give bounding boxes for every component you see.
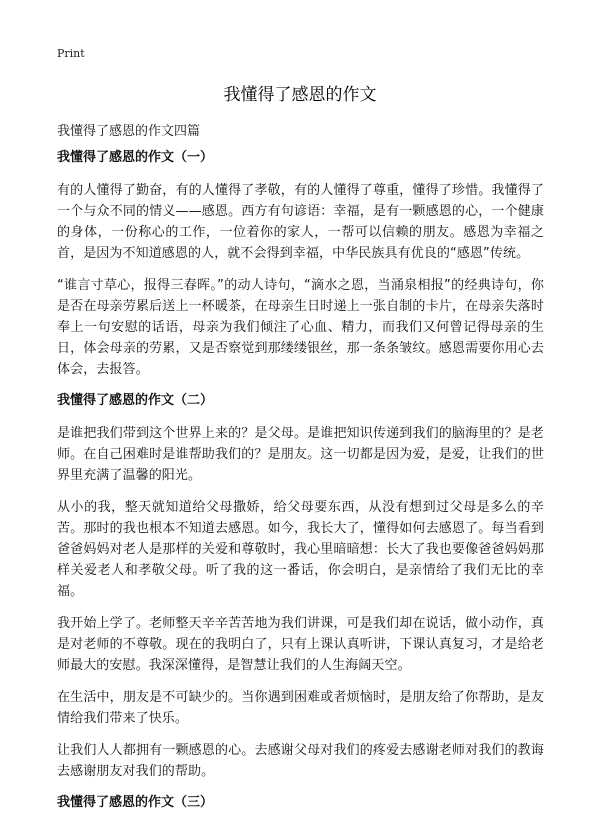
- print-link[interactable]: Print: [57, 47, 85, 60]
- section-heading-3: 我懂得了感恩的作文（三）: [57, 795, 214, 810]
- paragraph: “谁言寸草心，报得三春晖。”的动人诗句，“滴水之恩，当涌泉相报”的经典诗句，你是否在母亲劳累后送上一杯暖茶，在母亲生日时递上一张自制的卡片，在母亲失落时奉上一句安慰的话语，母亲为我们倾注了心血、精力，而我们又何曾记得母亲的生日，体会母亲的劳累，又是否察觉到那缕缕银丝，那一条条皱纹。感恩需要你用心去体会，去报答。: [57, 278, 544, 377]
- paragraph: 从小的我，整天就知道给父母撒娇，给父母要东西，从没有想到过父母是多么的辛苦。那时的我也根本不知道去感恩。如今，我长大了，懂得如何去感恩了。每当看到爸爸妈妈对老人是那样的关爱和尊敬时，我心里暗暗想：长大了我也要像爸爸妈妈那样关爱老人和孝敬父母。听了我的这一番话，你会明白，是亲情给了我们无比的幸福。: [57, 500, 544, 599]
- document-subtitle: 我懂得了感恩的作文四篇: [57, 124, 201, 139]
- paragraph: 在生活中，朋友是不可缺少的。当你遇到困难或者烦恼时，是朋友给了你帮助，是友情给我们带来了快乐。: [57, 690, 544, 726]
- section-heading-2: 我懂得了感恩的作文（二）: [57, 393, 214, 408]
- paragraph: 让我们人人都拥有一颗感恩的心。去感谢父母对我们的疼爱去感谢老师对我们的教诲去感谢朋友对我们的帮助。: [57, 743, 544, 779]
- paragraph: 有的人懂得了勤奋，有的人懂得了孝敬，有的人懂得了尊重，懂得了珍惜。我懂得了一个与众不同的情义——感恩。西方有句谚语：幸福，是有一颗感恩的心，一个健康的身体，一份称心的工作，一位着你的家人，一帮可以信赖的朋友。感恩为幸福之首，是因为不知道感恩的人，就不会得到幸福，中华民族具有优良的“感恩”传统。: [57, 183, 544, 261]
- page-title: 我懂得了感恩的作文: [223, 85, 377, 105]
- section-heading-1: 我懂得了感恩的作文（一）: [57, 150, 214, 165]
- paragraph: 我开始上学了。老师整天辛辛苦苦地为我们讲课，可是我们却在说话，做小动作，真是对老师的不尊敬。现在的我明白了，只有上课认真听讲，下课认真复习，才是给老师最大的安慰。我深深懂得，是智慧让我们的人生海阔天空。: [57, 616, 544, 673]
- document-body: [57, 148, 544, 825]
- paragraph: 是谁把我们带到这个世界上来的？是父母。是谁把知识传递到我们的脑海里的？是老师。在自己困难时是谁帮助我们的？是朋友。这一切都是因为爱，是爱，让我们的世界里充满了温馨的阳光。: [57, 426, 544, 483]
